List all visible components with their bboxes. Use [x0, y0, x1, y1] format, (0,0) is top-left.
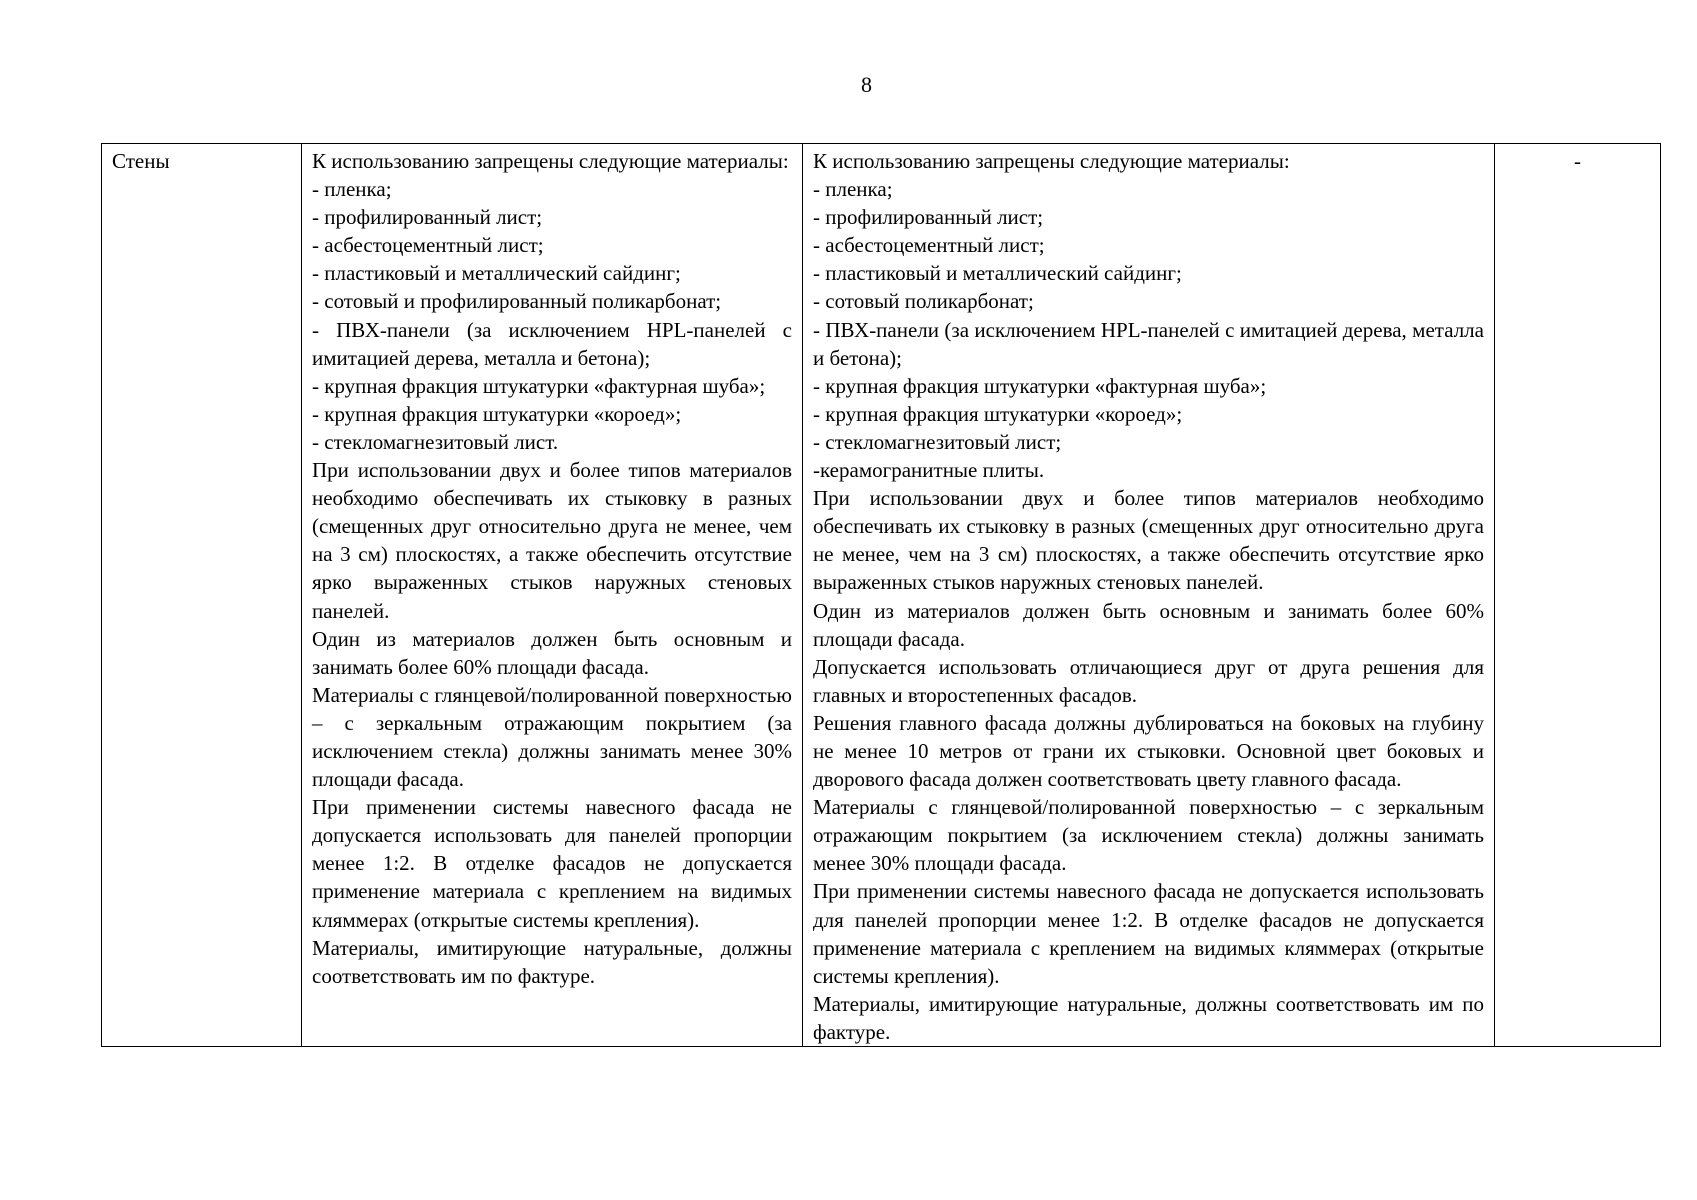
list-item: - ПВХ-панели (за исключением HPL-панелей с имитацией дерева, металла и бетона); [813, 317, 1484, 370]
paragraph: Материалы, имитирующие натуральные, должны соответствовать им по фактуре. [813, 991, 1484, 1044]
paragraph: Материалы, имитирующие натуральные, должны соответствовать им по фактуре. [312, 935, 792, 988]
note-cell [1495, 144, 1661, 1047]
paragraph: При применении системы навесного фасада не допускается использовать для панелей пропорции менее 1:2. В отделке фасадов не допускается применение материала с креплением на видимых кляммерах (открытые системы крепления). [312, 795, 792, 932]
list-item: - ПВХ-панели (за исключением HPL-панелей с имитацией дерева, металла и бетона); [312, 317, 792, 370]
list-item: - асбестоцементный лист; [813, 233, 1045, 258]
list-item: - пластиковый и металлический сайдинг; [813, 261, 1182, 286]
list-item: - сотовый и профилированный поликарбонат; [312, 289, 722, 314]
paragraph: К использованию запрещены следующие материалы: [813, 149, 1290, 173]
requirements-column-2 [803, 144, 1495, 1047]
paragraph: Решения главного фасада должны дублироваться на боковых на глубину не менее 10 метров от грани их стыковки. Основной цвет боковых и дворового фасада должен соответствовать цвету главного фасада. [813, 710, 1484, 792]
paragraph: Материалы с глянцевой/полированной поверхностью – с зеркальным отражающим покрытием (за исключением стекла) должны занимать менее 30% площади фасада. [312, 682, 792, 792]
paragraph: К использованию запрещены следующие материалы: [312, 149, 789, 173]
list-item: - пленка; [813, 177, 893, 202]
list-item: - стекломагнезитовый лист; [813, 429, 1062, 454]
list-item: - профилированный лист; [813, 205, 1044, 230]
paragraph: Допускается использовать отличающиеся друг от друга решения для главных и второстепенных фасадов. [813, 654, 1484, 707]
list-item: - крупная фракция штукатурки «фактурная шуба»; [813, 373, 1267, 398]
list-item: - сотовый поликарбонат; [813, 289, 1034, 314]
list-item: - пленка; [312, 177, 392, 202]
list-item: - пластиковый и металлический сайдинг; [312, 261, 681, 286]
requirements-column-1 [302, 144, 803, 1047]
paragraph: Материалы с глянцевой/полированной поверхностью – с зеркальным отражающим покрытием (за исключением стекла) должны занимать менее 30% площади фасада. [813, 795, 1484, 876]
page-number: 8 [861, 72, 872, 97]
list-item: - стекломагнезитовый лист. [312, 429, 559, 454]
table-row [102, 144, 1661, 1047]
list-item: - крупная фракция штукатурки «короед»; [813, 401, 1183, 426]
paragraph: При использовании двух и более типов материалов необходимо обеспечивать их стыковку в разных (смещенных друг относительно друга не менее, чем на 3 см) плоскостях, а также обеспечить отсутствие ярко выраженных стыков наружных стеновых панелей. [813, 486, 1484, 595]
note-dash: - [1574, 149, 1581, 173]
paragraph: При применении системы навесного фасада не допускается использовать для панелей пропорции менее 1:2. В отделке фасадов не допускается применение материала с креплением на видимых кляммерах (открытые системы крепления). [813, 879, 1484, 988]
paragraph: Один из материалов должен быть основным и занимать более 60% площади фасада. [813, 598, 1484, 651]
list-item: - профилированный лист; [312, 205, 543, 230]
list-item: - асбестоцементный лист; [312, 233, 544, 258]
paragraph: Один из материалов должен быть основным и занимать более 60% площади фасада. [312, 626, 792, 679]
list-item: - крупная фракция штукатурки «короед»; [312, 401, 682, 426]
list-item: -керамогранитные плиты. [813, 458, 1045, 483]
row-label: Стены [112, 149, 170, 173]
paragraph: При использовании двух и более типов материалов необходимо обеспечивать их стыковку в разных (смещенных друг относительно друга не менее, чем на 3 см) плоскостях, а также обеспечить отсутствие ярко выраженных стыков наружных стеновых панелей. [312, 458, 792, 623]
row-label-cell [102, 144, 302, 1047]
requirements-table [101, 143, 1661, 1047]
list-item: - крупная фракция штукатурки «фактурная шуба»; [312, 373, 766, 398]
